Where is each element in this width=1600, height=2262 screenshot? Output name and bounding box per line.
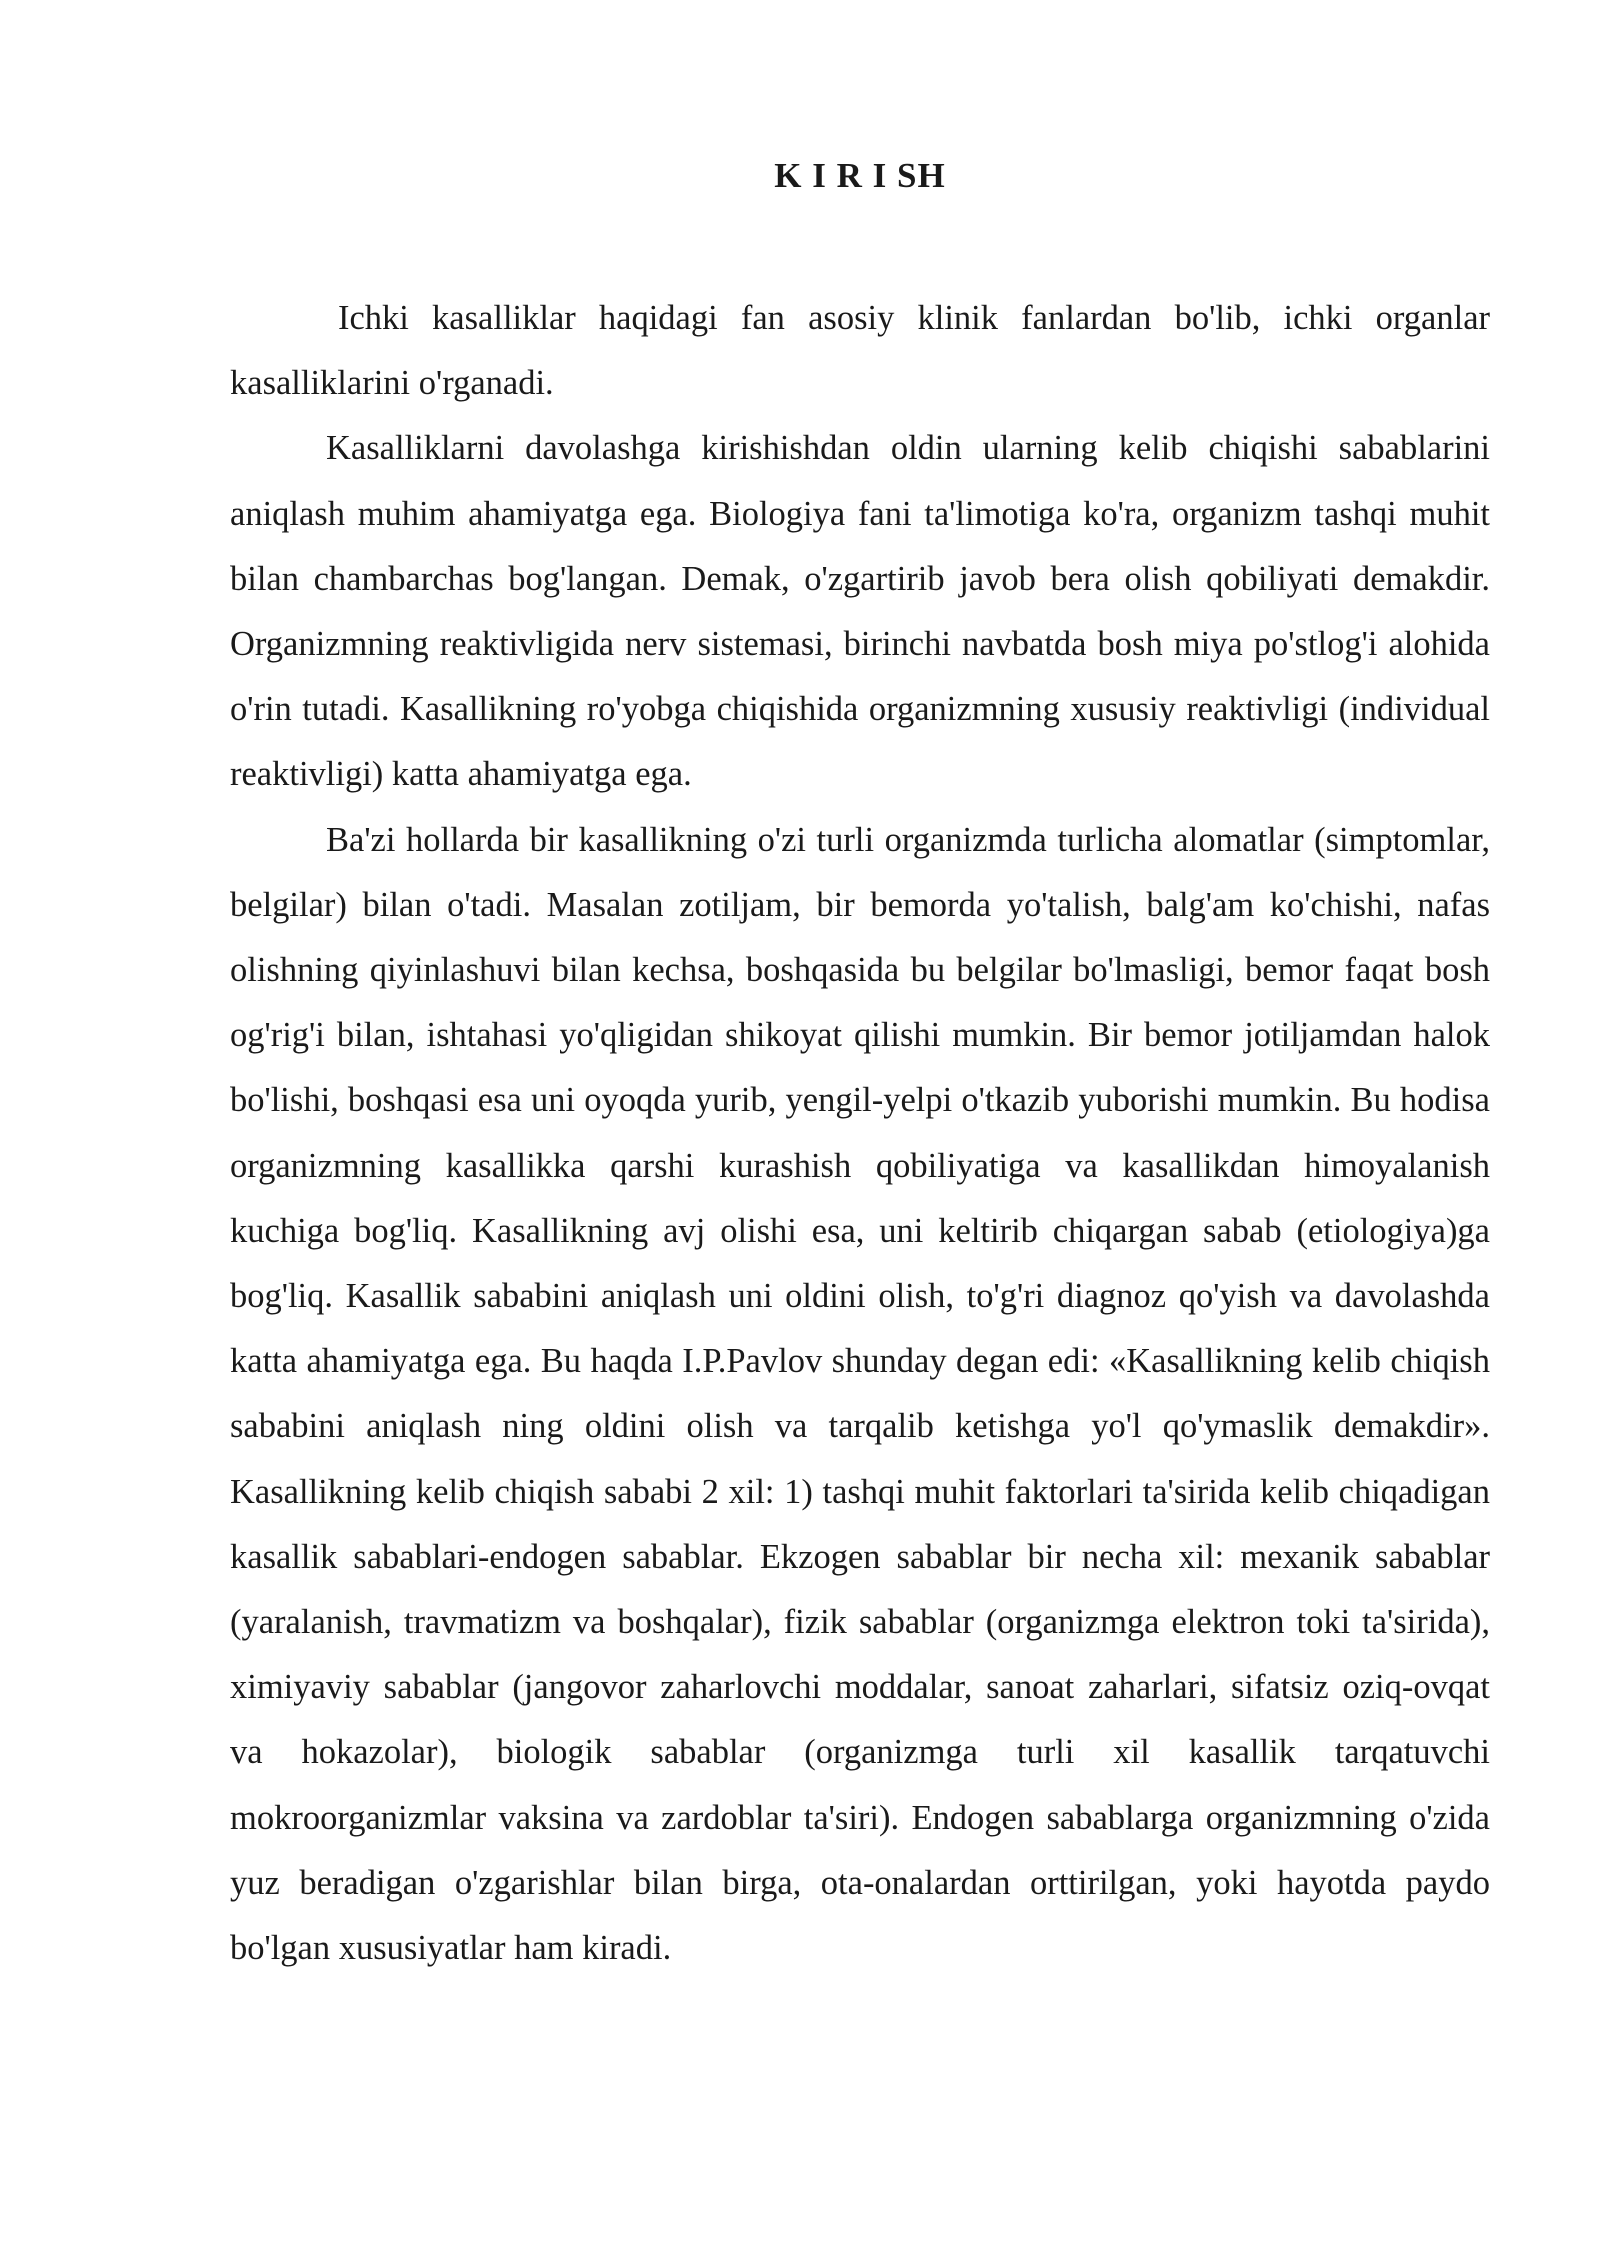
paragraph-3: Ba'zi hollarda bir kasallikning o'zi turli organizmda turlicha alomatlar (simptomlar, belgilar) bilan o'tadi. Masalan zotiljam, bir bemorda yo'talish, balg'am ko'chishi, nafas olishning qiyinlashuvi bilan kechsa, boshqasida bu belgilar bo'lmasligi, bemor faqat bosh og'rig'i bilan, ishtahasi yo'qligidan shikoyat qilishi mumkin. Bir bemor jotiljamdan halok bo'lishi, boshqasi esa uni oyoqda yurib, yengil-yelpi o'tkazib yuborishi mumkin. Bu hodisa organizmning kasallikka qarshi kurashish qobiliyatiga va kasallikdan himoyalanish kuchiga bog'liq. Kasallikning avj olishi esa, uni keltirib chiqargan sabab (etiologiya)ga bog'liq. Kasallik sababini aniqlash uni oldini olish, to'g'ri diagnoz qo'yish va davolashda katta ahamiyatga ega. Bu haqda I.P.Pavlov shunday degan edi: «Kasallikning kelib chiqish sababini aniqlash ning oldini olish va tarqalib ketishga yo'l qo'ymaslik demakdir». Kasallikning kelib chiqish sababi 2 xil: 1) tashqi muhit faktorlari ta'sirida kelib chiqadigan kasallik sabablari-endogen sabablar. Ekzogen sabablar bir necha xil: mexanik sabablar (yaralanish, travmatizm va boshqalar), fizik sabablar (organizmga elektron toki ta'sirida), ximiyaviy sabablar (jangovor zaharlovchi moddalar, sanoat zaharlari, sifatsiz oziq-ovqat va hokazolar), biologik sabablar (organizmga turli xil kasallik tarqatuvchi mokroorganizmlar vaksina va zardoblar ta'siri). Endogen sabablarga organizmning o'zida yuz beradigan o'zgarishlar bilan birga, ota-onalardan orttirilgan, yoki hayotda paydo bo'lgan xususiyatlar ham kiradi.	[230, 820, 1490, 1968]
paragraph-2: Kasalliklarni davolashga kirishishdan oldin ularning kelib chiqishi sabablarini aniqlash muhim ahamiyatga ega. Biologiya fani ta'limotiga ko'ra, organizm tashqi muhit bilan chambarchas bog'langan. Demak, o'zgartirib javob bera olish qobiliyati demakdir. Organizmning reaktivligida nerv sistemasi, birinchi navbatda bosh miya po'stlog'i alohida o'rin tutadi. Kasallikning ro'yobga chiqishida organizmning xususiy reaktivligi (individual reaktivligi) katta ahamiyatga ega.	[230, 429, 1490, 794]
document-title: K I R I SH	[774, 156, 946, 195]
document-page	[230, 150, 1490, 1981]
paragraph-1: Ichki kasalliklar haqidagi fan asosiy klinik fanlardan bo'lib, ichki organlar kasalliklarini o'rganadi.	[230, 299, 1490, 403]
